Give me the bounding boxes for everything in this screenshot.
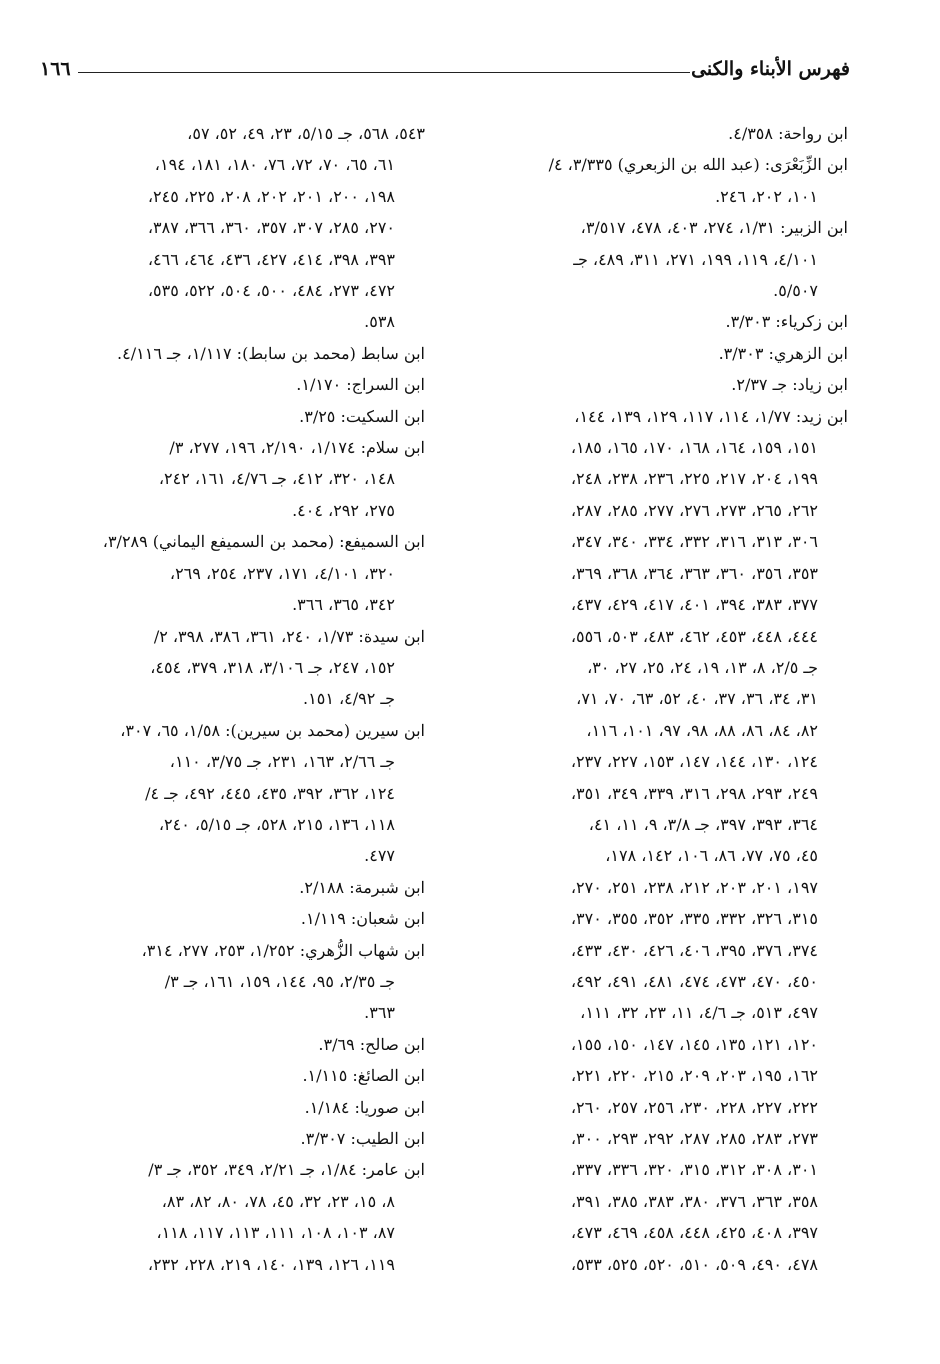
index-entry [462,212,848,306]
index-entry-continuation: ١٥١، ١٥٩، ١٦٤، ١٦٨، ١٧٠، ١٦٥، ١٨٥، [570,438,818,458]
index-entry [45,1060,425,1091]
index-entry [45,118,425,338]
index-entry-continuation: ٢٧٠، ٢٨٥، ٣٠٧، ٣٥٧، ٣٦٠، ٣٦٦، ٣٨٧، [147,218,395,238]
index-entry-line: ابن الطيب: ٣/٣٠٧. [300,1129,425,1148]
index-entry-line: ابن الزِّبَعْرَى: (عبد الله بن الزبعري) ٣/٣٣٥، ٤/ [548,155,848,175]
index-entry-line: ابن الزهري: ٣/٣٠٣. [718,343,848,363]
index-entry-continuation: ١٢٤، ٣٦٢، ٣٩٢، ٤٣٥، ٤٤٥، ٤٩٢، جـ ٤/ [145,783,395,803]
index-entry-continuation: ٣٩٣، ٣٩٨، ٤١٤، ٤٢٧، ٤٣٦، ٤٦٤، ٤٦٦، [147,249,395,269]
index-entry-continuation: ١٢٤، ١٣٠، ١٤٤، ١٤٧، ١٥٣، ٢٢٧، ٢٣٧، [570,752,818,772]
index-entry-line: ٥٤٣، ٥٦٨، جـ ٥/١٥، ٢٣، ٤٩، ٥٢، ٥٧، [187,124,425,143]
index-entry-continuation: ١٩٧، ٢٠١، ٢٠٣، ٢١٢، ٢٣٨، ٢٥١، ٢٧٠، [570,877,818,897]
index-entry-line: ابن شعبان: ١/١١٩. [300,909,425,929]
index-entry-continuation: ٤٥٠، ٤٧٠، ٤٧٣، ٤٧٤، ٤٨١، ٤٩١، ٤٩٢، [570,971,818,991]
running-header-title: فهرس الأبناء والكنى [691,58,850,80]
index-entry-continuation: ٤٩٧، ٥١٣، جـ ٤/٦، ١١، ٢٣، ٣٢، ١١١، [580,1003,818,1023]
index-entry [45,526,425,620]
index-entry-continuation: جـ ٤/٩٢، ١٥١. [303,689,395,709]
index-entry-line: ابن الصائغ: ١/١١٥. [302,1066,425,1086]
index-entry [45,1029,425,1060]
index-entry-continuation: ٤٧٨، ٤٩٠، ٥٠٩، ٥١٠، ٥٢٠، ٥٢٥، ٥٣٣، [570,1254,818,1274]
index-entry-continuation: ٤/١٠١، ١١٩، ١٩٩، ٢٧١، ٣١١، ٤٨٩، جـ [573,249,818,269]
index-entry-continuation: ٢٦٢، ٢٦٥، ٢٧٣، ٢٧٦، ٢٧٧، ٢٨٥، ٢٨٧، [570,500,818,520]
index-entry-continuation: ٣٦٣. [364,1003,395,1023]
index-entry-continuation: ١١٩، ١٢٦، ١٣٩، ١٤٠، ٢١٩، ٢٢٨، ٢٣٢، [147,1254,395,1274]
index-entry [45,338,425,369]
index-entry-continuation: ٣١، ٣٤، ٣٦، ٣٧، ٤٠، ٥٢، ٦٣، ٧٠، ٧١، [576,689,818,709]
index-entry [45,935,425,1029]
index-entry-line: ابن شبرمة: ٢/١٨٨. [299,877,425,897]
index-entry-continuation: ٣١٥، ٣٢٦، ٣٣٢، ٣٣٥، ٣٥٢، ٣٥٥، ٣٧٠، [570,909,818,929]
index-entry [462,338,848,369]
index-entry-continuation: ١١٨، ١٣٦، ٢١٥، ٥٢٨، جـ ٥/١٥، ٢٤٠، [158,814,395,834]
index-entry-line: ابن الزبير: ١/٣١، ٢٧٤، ٤٠٣، ٤٧٨، ٣/٥١٧، [580,218,848,238]
index-entry-continuation: ٢٢٢، ٢٢٧، ٢٢٨، ٢٣٠، ٢٥٦، ٢٥٧، ٢٦٠، [570,1097,818,1117]
index-entry [462,149,848,212]
index-entry-continuation: ١٢٠، ١٢١، ١٣٥، ١٤٥، ١٤٧، ١٥٠، ١٥٥، [570,1034,818,1054]
index-entry-continuation: ٢٧٥، ٢٩٢، ٤٠٤. [292,500,395,520]
index-entry-continuation: ٥/٥٠٧. [773,281,818,301]
index-entry-continuation: ٨٢، ٨٤، ٨٦، ٨٨، ٩٨، ٩٧، ١٠١، ١١٦، [586,720,818,740]
page-number: ١٦٦ [40,58,71,80]
index-entry-continuation: ٢٤٩، ٢٩٣، ٢٩٨، ٣١٦، ٣٣٩، ٣٤٩، ٣٥١، [570,783,818,803]
index-entry-continuation: ١٤٨، ٣٢٠، ٤١٢، جـ ٤/٧٦، ١٦١، ٢٤٢، [158,469,395,489]
index-entry-line: ابن زكرياء: ٣/٣٠٣. [725,312,848,332]
index-entry-continuation: ٣٤٢، ٣٦٥، ٣٦٦. [292,595,395,615]
index-entry-continuation: ٣٧٤، ٣٧٦، ٣٩٥، ٤٠٦، ٤٢٦، ٤٣٠، ٤٣٣، [570,940,818,960]
index-entry-continuation: ٤٧٧. [364,846,395,866]
index-column-left [45,118,425,1280]
index-entry-continuation: ١٥٢، ٢٤٧، جـ ٣/١٠٦، ٣١٨، ٣٧٩، ٤٥٤، [150,657,395,677]
index-entry-continuation: ٣٥٣، ٣٥٦، ٣٦٠، ٣٦٣، ٣٦٤، ٣٦٨، ٣٦٩، [570,563,818,583]
index-entry [462,369,848,400]
index-entry-continuation: ١٩٨، ٢٠٠، ٢٠١، ٢٠٢، ٢٠٨، ٢٢٥، ٢٤٥، [147,186,395,206]
index-entry-continuation: ١٦٢، ١٩٥، ٢٠٣، ٢٠٩، ٢١٥، ٢٢٠، ٢٢١، [570,1066,818,1086]
index-entry [462,306,848,337]
index-entry-line: ابن السكيت: ٣/٢٥. [299,406,425,426]
index-entry-line: ابن صالح: ٣/٦٩. [318,1034,425,1054]
index-entry-line: ابن رواحة: ٤/٣٥٨. [728,124,848,143]
index-entry-continuation: ١٠١، ٢٠٢، ٢٤٦. [715,186,818,206]
index-column-right [462,118,848,1280]
index-entry-continuation: ٣٠١، ٣٠٨، ٣١٢، ٣١٥، ٣٢٠، ٣٣٦، ٣٣٧، [570,1160,818,1180]
index-entry-line: ابن شهاب الزُّهري: ١/٢٥٢، ٢٥٣، ٢٧٧، ٣١٤، [141,940,425,960]
index-entry-line: ابن سلام: ١/١٧٤، ٢/١٩٠، ١٩٦، ٢٧٧، ٣/ [169,438,425,458]
index-entry-continuation: ٤٤٤، ٤٤٨، ٤٥٣، ٤٦٢، ٤٨٣، ٥٠٣، ٥٥٦، [570,626,818,646]
index-entry [45,1123,425,1154]
index-entry [45,1154,425,1280]
index-entry [45,401,425,432]
index-entry-continuation: ٣٠٦، ٣١٣، ٣١٦، ٣٣٢، ٣٣٤، ٣٤٠، ٣٤٧، [570,532,818,552]
index-entry-line: ابن السراج: ١/١٧٠. [296,375,425,395]
index-entry-line: ابن سابط (محمد بن سابط): ١/١١٧، جـ ٤/١١٦. [117,343,425,363]
index-entry-continuation: ٥٣٨. [364,312,395,332]
index-entry-continuation: جـ ٢/٥، ٨، ١٣، ١٩، ٢٤، ٢٥، ٢٧، ٣٠، [587,657,818,677]
index-entry [45,1092,425,1123]
index-entry [45,432,425,526]
index-entry-continuation: ٢٧٣، ٢٨٣، ٢٨٥، ٢٨٧، ٢٩٢، ٢٩٣، ٣٠٠، [570,1129,818,1148]
index-entry-continuation: ١٩٩، ٢٠٤، ٢١٧، ٢٢٥، ٢٣٦، ٢٣٨، ٢٤٨، [570,469,818,489]
index-entry-continuation: جـ ٢/٣٥، ٩٥، ١٤٤، ١٥٩، ١٦١، جـ ٣/ [164,971,395,991]
index-entry-line: ابن عامر: ١/٨٤، جـ ٢/٢١، ٣٤٩، ٣٥٢، جـ ٣/ [148,1160,425,1180]
index-entry-continuation: ٣٦٤، ٣٩٣، ٣٩٧، جـ ٣/٨، ٩، ١١، ٤١، [588,814,818,834]
header-rule [78,72,690,73]
index-entry-line: ابن السميفع: (محمد بن السميفع اليماني) ٣/٢٨٩، [102,532,425,552]
index-entry [45,872,425,903]
index-entry [45,903,425,934]
index-entry-line: ابن زياد: جـ ٢/٣٧. [731,375,848,395]
index-entry [45,715,425,872]
index-entry-continuation: ٤٧٢، ٢٧٣، ٤٨٤، ٥٠٠، ٥٠٤، ٥٢٢، ٥٣٥، [147,281,395,301]
index-entry-continuation: جـ ٢/٦٦، ١٦٣، ٢٣١، جـ ٣/٧٥، ١١٠، [169,752,395,772]
index-entry [462,118,848,149]
index-entry-continuation: ٣٥٨، ٣٦٣، ٣٧٦، ٣٨٠، ٣٨٣، ٣٨٥، ٣٩١، [570,1191,818,1211]
index-entry-continuation: ٨٧، ١٠٣، ١٠٨، ١١١، ١١٣، ١١٧، ١١٨، [156,1223,395,1243]
index-entry-continuation: ٤٥، ٧٥، ٧٧، ٨٦، ١٠٦، ١٤٢، ١٧٨، [605,846,818,866]
index-entry-continuation: ٦١، ٦٥، ٧٠، ٧٢، ٧٦، ١٨٠، ١٨١، ١٩٤، [154,155,395,175]
index-entry [462,401,848,1280]
index-entry [45,369,425,400]
index-entry-line: ابن صوريا: ١/١٨٤. [304,1097,425,1117]
index-entry-continuation: ٣٧٧، ٣٨٣، ٣٩٤، ٤٠١، ٤١٧، ٤٢٩، ٤٣٧، [570,595,818,615]
index-entry-continuation: ٨، ١٥، ٢٣، ٣٢، ٤٥، ٧٨، ٨٠، ٨٢، ٨٣، [161,1191,395,1211]
index-entry-line: ابن زيد: ١/٧٧، ١١٤، ١١٧، ١٢٩، ١٣٩، ١٤٤، [574,406,848,426]
index-entry-continuation: ٣٢٠، ٤/١٠١، ١٧١، ٢٣٧، ٢٥٤، ٢٦٩، [169,563,395,583]
index-entry-continuation: ٣٩٧، ٤٠٨، ٤٢٥، ٤٤٨، ٤٥٨، ٤٦٩، ٤٧٣، [570,1223,818,1243]
index-entry-line: ابن سيرين (محمد بن سيرين): ١/٥٨، ٦٥، ٣٠٧، [120,720,425,740]
index-entry [45,621,425,715]
index-entry-line: ابن سيدة: ١/٧٣، ٢٤٠، ٣٦١، ٣٨٦، ٣٩٨، ٢/ [153,626,425,646]
